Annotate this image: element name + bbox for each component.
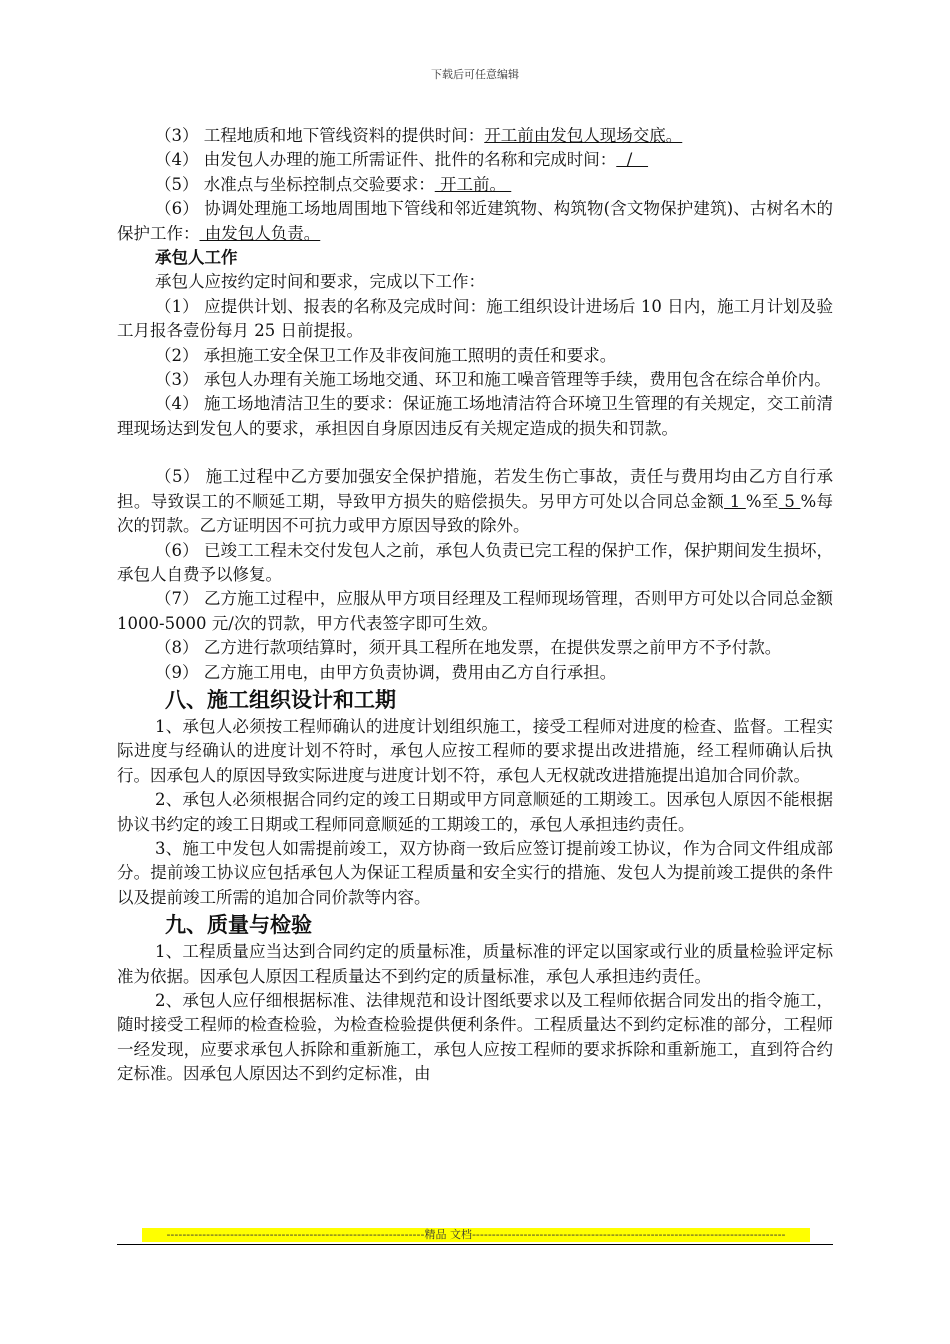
item-3-underlined: 开工前由发包人现场交底。 (484, 126, 683, 145)
contractor-item-8: （8） 乙方进行款项结算时，须开具工程所在地发票，在提供发票之前甲方不予付款。 (155, 638, 782, 658)
contractor-item-3: （3） 承包人办理有关施工场地交通、环卫和施工噪音管理等手续，费用包含在综合单价内。 (155, 370, 831, 390)
section-8-item-3: 3、施工中发包人如需提前竣工，双方协商一致后应签订提前竣工协议，作为合同文件组成部分。提前竣工协议应包括承包人为保证工程质量和安全实行的措施、发包人为提前竣工提供的条件以及提前竣工所需的追加合同价款等内容。 (117, 838, 833, 907)
item-5-underlined: 开工前。 (434, 174, 512, 194)
item-5-text-a: （5） 施工过程中乙方要加强安全保护措施，若发生伤亡事故，责任与费用均由乙方自行承担。导致误工的不顺延工期，导致甲方损失的赔偿损失。另甲方可处以合同总金额 (117, 467, 833, 511)
item-5-text-c: %每次的罚款。乙方证明因不可抗力或甲方原因导致的除外。 (117, 491, 833, 536)
section-9-item-2: 2、承包人应仔细根据标准、法律规范和设计图纸要求以及工程师依据合同发出的指令施工，随时接受工程师的检查检验，为检查检验提供便利条件。工程质量达不到约定标准的部分，工程师一经发现，应要求承包人拆除和重新施工，承包人应按工程师的要求拆除和重新施工，直到符合约定标准。因承包人原因达不到约定标准，由 (117, 991, 833, 1084)
footer-highlight-band: -----------------------------------------------------------------精品 文档------------------------------------------------------------------------------- (142, 1228, 810, 1242)
contractor-item-4: （4） 施工场地清洁卫生的要求：保证施工场地清洁符合环境卫生管理的有关规定，交工前清理现场达到发包人的要求，承担因自身原因违反有关规定造成的损失和罚款。 (117, 394, 833, 438)
section-8-heading: 八、施工组织设计和工期 (165, 687, 396, 712)
penalty-max-underlined: 5 (778, 491, 801, 511)
item-4-underlined: / (616, 150, 649, 170)
footer-rule (117, 1244, 833, 1245)
contractor-heading: 承包人工作 (155, 248, 238, 268)
item-5-text-b: %至 (745, 491, 779, 511)
item-5-text: （5） 水准点与坐标控制点交验要求： (155, 174, 435, 194)
paragraph-item-3 (117, 124, 833, 148)
paragraph-item-4 (117, 148, 833, 172)
paragraph-item-6 (117, 197, 833, 246)
section-8-item-2: 2、承包人必须根据合同约定的竣工日期或甲方同意顺延的工期竣工。因承包人原因不能根据协议书约定的竣工日期或工程师同意顺延的工期竣工的，承包人承担违约责任。 (117, 790, 833, 834)
contractor-item-5 (117, 465, 833, 538)
blank-line (117, 441, 833, 465)
penalty-min-underlined: 1 (724, 491, 746, 511)
paragraph-item-5 (117, 173, 833, 197)
item-4-text: （4） 由发包人办理的施工所需证件、批件的名称和完成时间： (155, 150, 617, 170)
contractor-item-6: （6） 已竣工工程未交付发包人之前，承包人负责已完工程的保护工作，保护期间发生损坏，承包人自费予以修复。 (117, 540, 833, 584)
item-6-text: （6） 协调处理施工场地周围地下管线和邻近建筑物、构筑物(含文物保护建筑)、古树名木的保护工作： (117, 199, 833, 243)
section-9-heading: 九、质量与检验 (165, 913, 312, 938)
item-3-text: （3） 工程地质和地下管线资料的提供时间： (155, 126, 485, 145)
contractor-item-2: （2） 承担施工安全保卫工作及非夜间施工照明的责任和要求。 (155, 345, 617, 365)
contractor-intro: 承包人应按约定时间和要求，完成以下工作： (155, 272, 485, 292)
document-body (117, 124, 833, 1087)
section-8-item-1: 1、承包人必须按工程师确认的进度计划组织施工，接受工程师对进度的检查、监督。工程实际进度与经确认的进度计划不符时，承包人应按工程师的要求提出改进措施，经工程师确认后执行。因承包人的原因导致实际进度与进度计划不符，承包人无权就改进措施提出追加合同价款。 (117, 716, 833, 785)
section-9-item-1: 1、工程质量应当达到合同约定的质量标准，质量标准的评定以国家或行业的质量检验评定标准为依据。因承包人原因工程质量达不到约定的质量标准，承包人承担违约责任。 (117, 942, 833, 986)
contractor-item-9: （9） 乙方施工用电，由甲方负责协调，费用由乙方自行承担。 (155, 662, 617, 682)
item-6-underlined: 由发包人负责。 (199, 223, 321, 243)
contractor-item-7: （7） 乙方施工过程中，应服从甲方项目经理及工程师现场管理，否则甲方可处以合同总金额 1000-5000 元/次的罚款，甲方代表签字即可生效。 (117, 589, 833, 633)
contractor-item-1: （1） 应提供计划、报表的名称及完成时间：施工组织设计进场后 10 日内，施工月计划及验工月报各壹份每月 25 日前提报。 (117, 296, 833, 341)
header-note: 下载后可任意编辑 (431, 68, 519, 81)
